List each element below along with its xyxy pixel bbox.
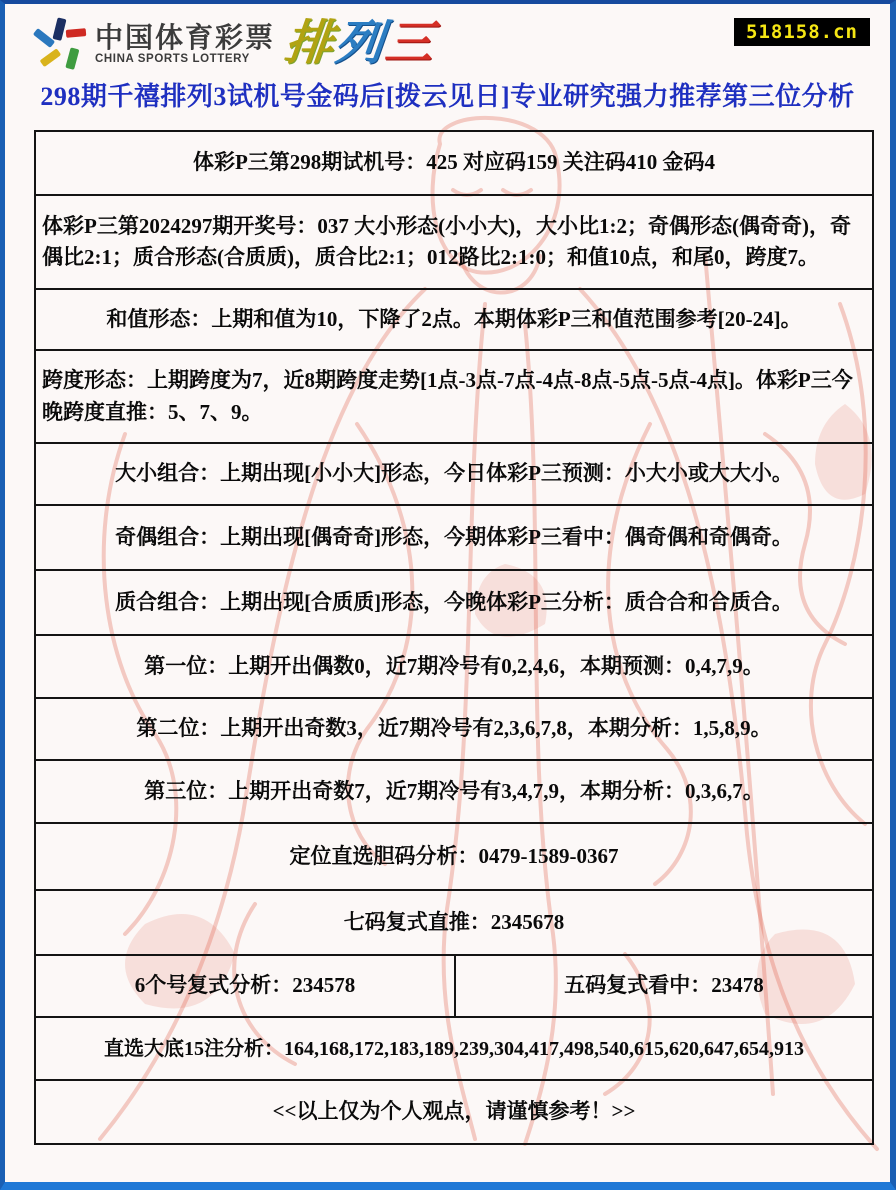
row-duplex-split	[36, 956, 872, 1018]
row-size-combination: 大小组合：上期出现[小小大]形态，今日体彩P三预测：小大小或大大小。	[36, 444, 872, 506]
product-char-3: 三	[382, 17, 438, 70]
cell-five-code-duplex: 五码复式看中：23478	[454, 956, 872, 1016]
row-seven-code-duplex: 七码复式直推：2345678	[36, 891, 872, 956]
analysis-table	[34, 130, 874, 1145]
row-trial-machine-number: 体彩P三第298期试机号：425 对应码159 关注码410 金码4	[36, 132, 872, 196]
row-sum-value-analysis: 和值形态：上期和值为10，下降了2点。本期体彩P三和值范围参考[20-24]。	[36, 290, 872, 351]
row-disclaimer: <<以上仅为个人观点，请谨慎参考！>>	[272, 1099, 636, 1124]
row-first-position: 第一位：上期开出偶数0，近7期冷号有0,2,4,6，本期预测：0,4,7,9。	[36, 636, 872, 699]
row-span-analysis: 跨度形态：上期跨度为7，近8期跨度走势[1点-3点-7点-4点-8点-5点-5点-4点]。体彩P三今晚跨度直推：5、7、9。	[36, 351, 872, 444]
page-title: 298期千禧排列3试机号金码后[拨云见日]专业研究强力推荐第三位分析	[40, 82, 855, 111]
sports-lottery-logo-icon	[31, 16, 87, 72]
brand-logo	[31, 16, 438, 72]
row-last-draw-details: 体彩P三第2024297期开奖号：037 大小形态(小小大)，大小比1:2；奇偶形态(偶奇奇)，奇偶比2:1；质合形态(合质质)，质合比2:1；012路比2:1:0；和值10点，和尾0，跨度7。	[36, 196, 872, 290]
row-second-position: 第二位：上期开出奇数3，近7期冷号有2,3,6,7,8，本期分析：1,5,8,9。	[36, 699, 872, 761]
row-parity-combination: 奇偶组合：上期出现[偶奇奇]形态，今期体彩P三看中：偶奇偶和奇偶奇。	[36, 506, 872, 571]
row-prime-composite-combination: 质合组合：上期出现[合质质]形态，今晚体彩P三分析：质合合和合质合。	[36, 571, 872, 636]
brand-name-en: CHINA SPORTS LOTTERY	[95, 52, 250, 65]
row-third-position: 第三位：上期开出奇数7，近7期冷号有3,4,7,9，本期分析：0,3,6,7。	[36, 761, 872, 824]
row-direct-15-bets: 直选大底15注分析：164,168,172,183,189,239,304,417,498,540,615,620,647,654,913	[36, 1018, 872, 1081]
cell-six-code-duplex: 6个号复式分析：234578	[134, 973, 356, 998]
row-positioned-direct-dan-codes: 定位直选胆码分析：0479-1589-0367	[36, 824, 872, 891]
site-badge-link[interactable]: 518158.cn	[734, 18, 870, 46]
brand-name-cn: 中国体育彩票	[95, 22, 276, 54]
brand-text	[95, 23, 275, 64]
product-char-1: 排	[282, 17, 338, 70]
product-char-2: 列	[332, 17, 388, 70]
product-wordmark-pailie3	[282, 16, 438, 72]
